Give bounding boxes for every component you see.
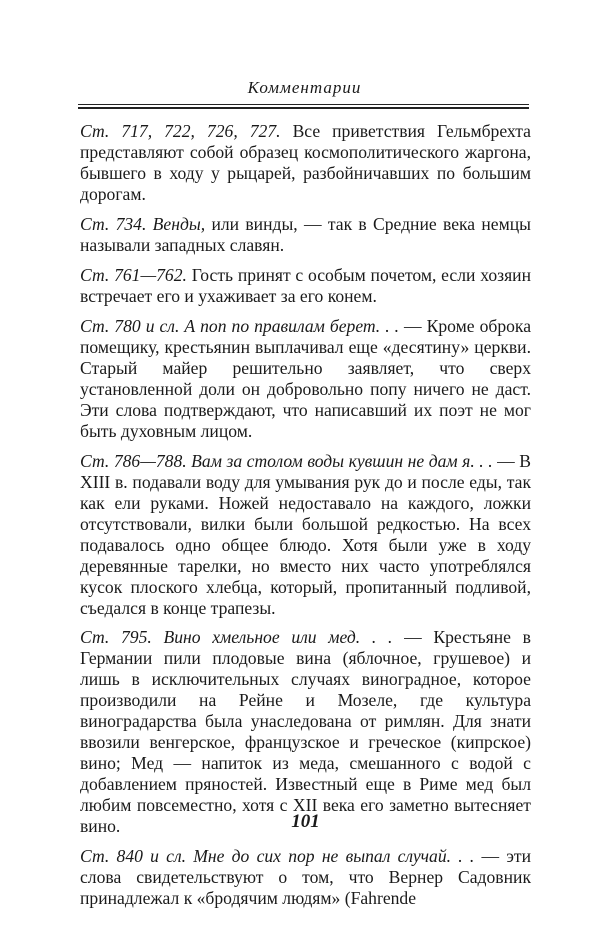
line-reference: Ст. 840 и сл. Мне до сих пор не выпал случай. . . <box>80 846 475 866</box>
commentary-entry <box>80 121 531 205</box>
running-header: Комментарии <box>247 78 362 97</box>
line-reference: Ст. 717, 722, 726, 727. <box>80 121 281 141</box>
commentary-entry <box>80 316 531 442</box>
commentary-entry <box>80 451 531 619</box>
commentary-entry <box>80 627 531 837</box>
entry-text: — В XIII в. подавали воду для умывания рук до и после еды, так как ели руками. Ножей недоставало на каждого, ложки отсутствовали, вилки были большой редкостью. На всех подавалось одно общее блюдо. Хотя были уже в ходу деревянные тарелки, но вместо них часто употреблялся кусок плоского хлебца, который, пропитанный подливой, съедался в конце трапезы. <box>80 451 531 618</box>
entry-text: Все приветствия Гельмбрехта представляют собой образец космополитического жаргона, бывшего в ходу у рыцарей, разбойничавших по большим дорогам. <box>80 121 531 204</box>
line-reference: Ст. 761—762. <box>80 265 187 285</box>
line-reference: Ст. 786—788. Вам за столом воды кувшин не дам я. . . <box>80 451 493 471</box>
entry-text: — Кроме оброка помещику, крестьянин выплачивал еще «десятину» церкви. Старый майер решительно заявляет, что сверх установленной доли он добровольно попу ничего не даст. Эти слова подтверждают, что написавший их поэт не мог быть духовным лицом. <box>80 316 531 441</box>
commentary-entry <box>80 265 531 307</box>
commentary-body <box>80 121 531 918</box>
line-reference: Ст. 795. Вино хмельное или мед. . . <box>80 627 393 647</box>
commentary-entry <box>80 846 531 909</box>
header-rule-thin <box>78 104 529 105</box>
entry-text: — Крестьяне в Германии пили плодовые вина (яблочное, грушевое) и лишь в исключительных случаях виноградное, которое производили на Рейне и Мозеле, где культура виноградарства была унаследована от римлян. Для знати ввозили венгерское, французское и греческое (кипрское) вино; Мед — напиток из меда, смешанного с водой с добавлением пряностей. Известный еще в Риме мед был любим повсеместно, хотя с XII века его заметно вытесняет вино. <box>80 627 531 836</box>
line-reference: Ст. 780 и сл. А поп по правилам берет. . . <box>80 316 400 336</box>
entry-text: или винды, — так в Средние века немцы называли западных славян. <box>80 214 531 255</box>
line-reference: Ст. 734. Венды, <box>80 214 206 234</box>
entry-text: Гость принят с особым почетом, если хозяин встречает его и ухаживает за его конем. <box>80 265 531 306</box>
page-number: 101 <box>291 811 320 832</box>
entry-text: — эти слова свидетельствуют о том, что Вернер Садовник принадлежал к «бродячим людям» (Fahrende <box>80 846 531 908</box>
header-rule-thick <box>78 107 529 109</box>
commentary-entry <box>80 214 531 256</box>
